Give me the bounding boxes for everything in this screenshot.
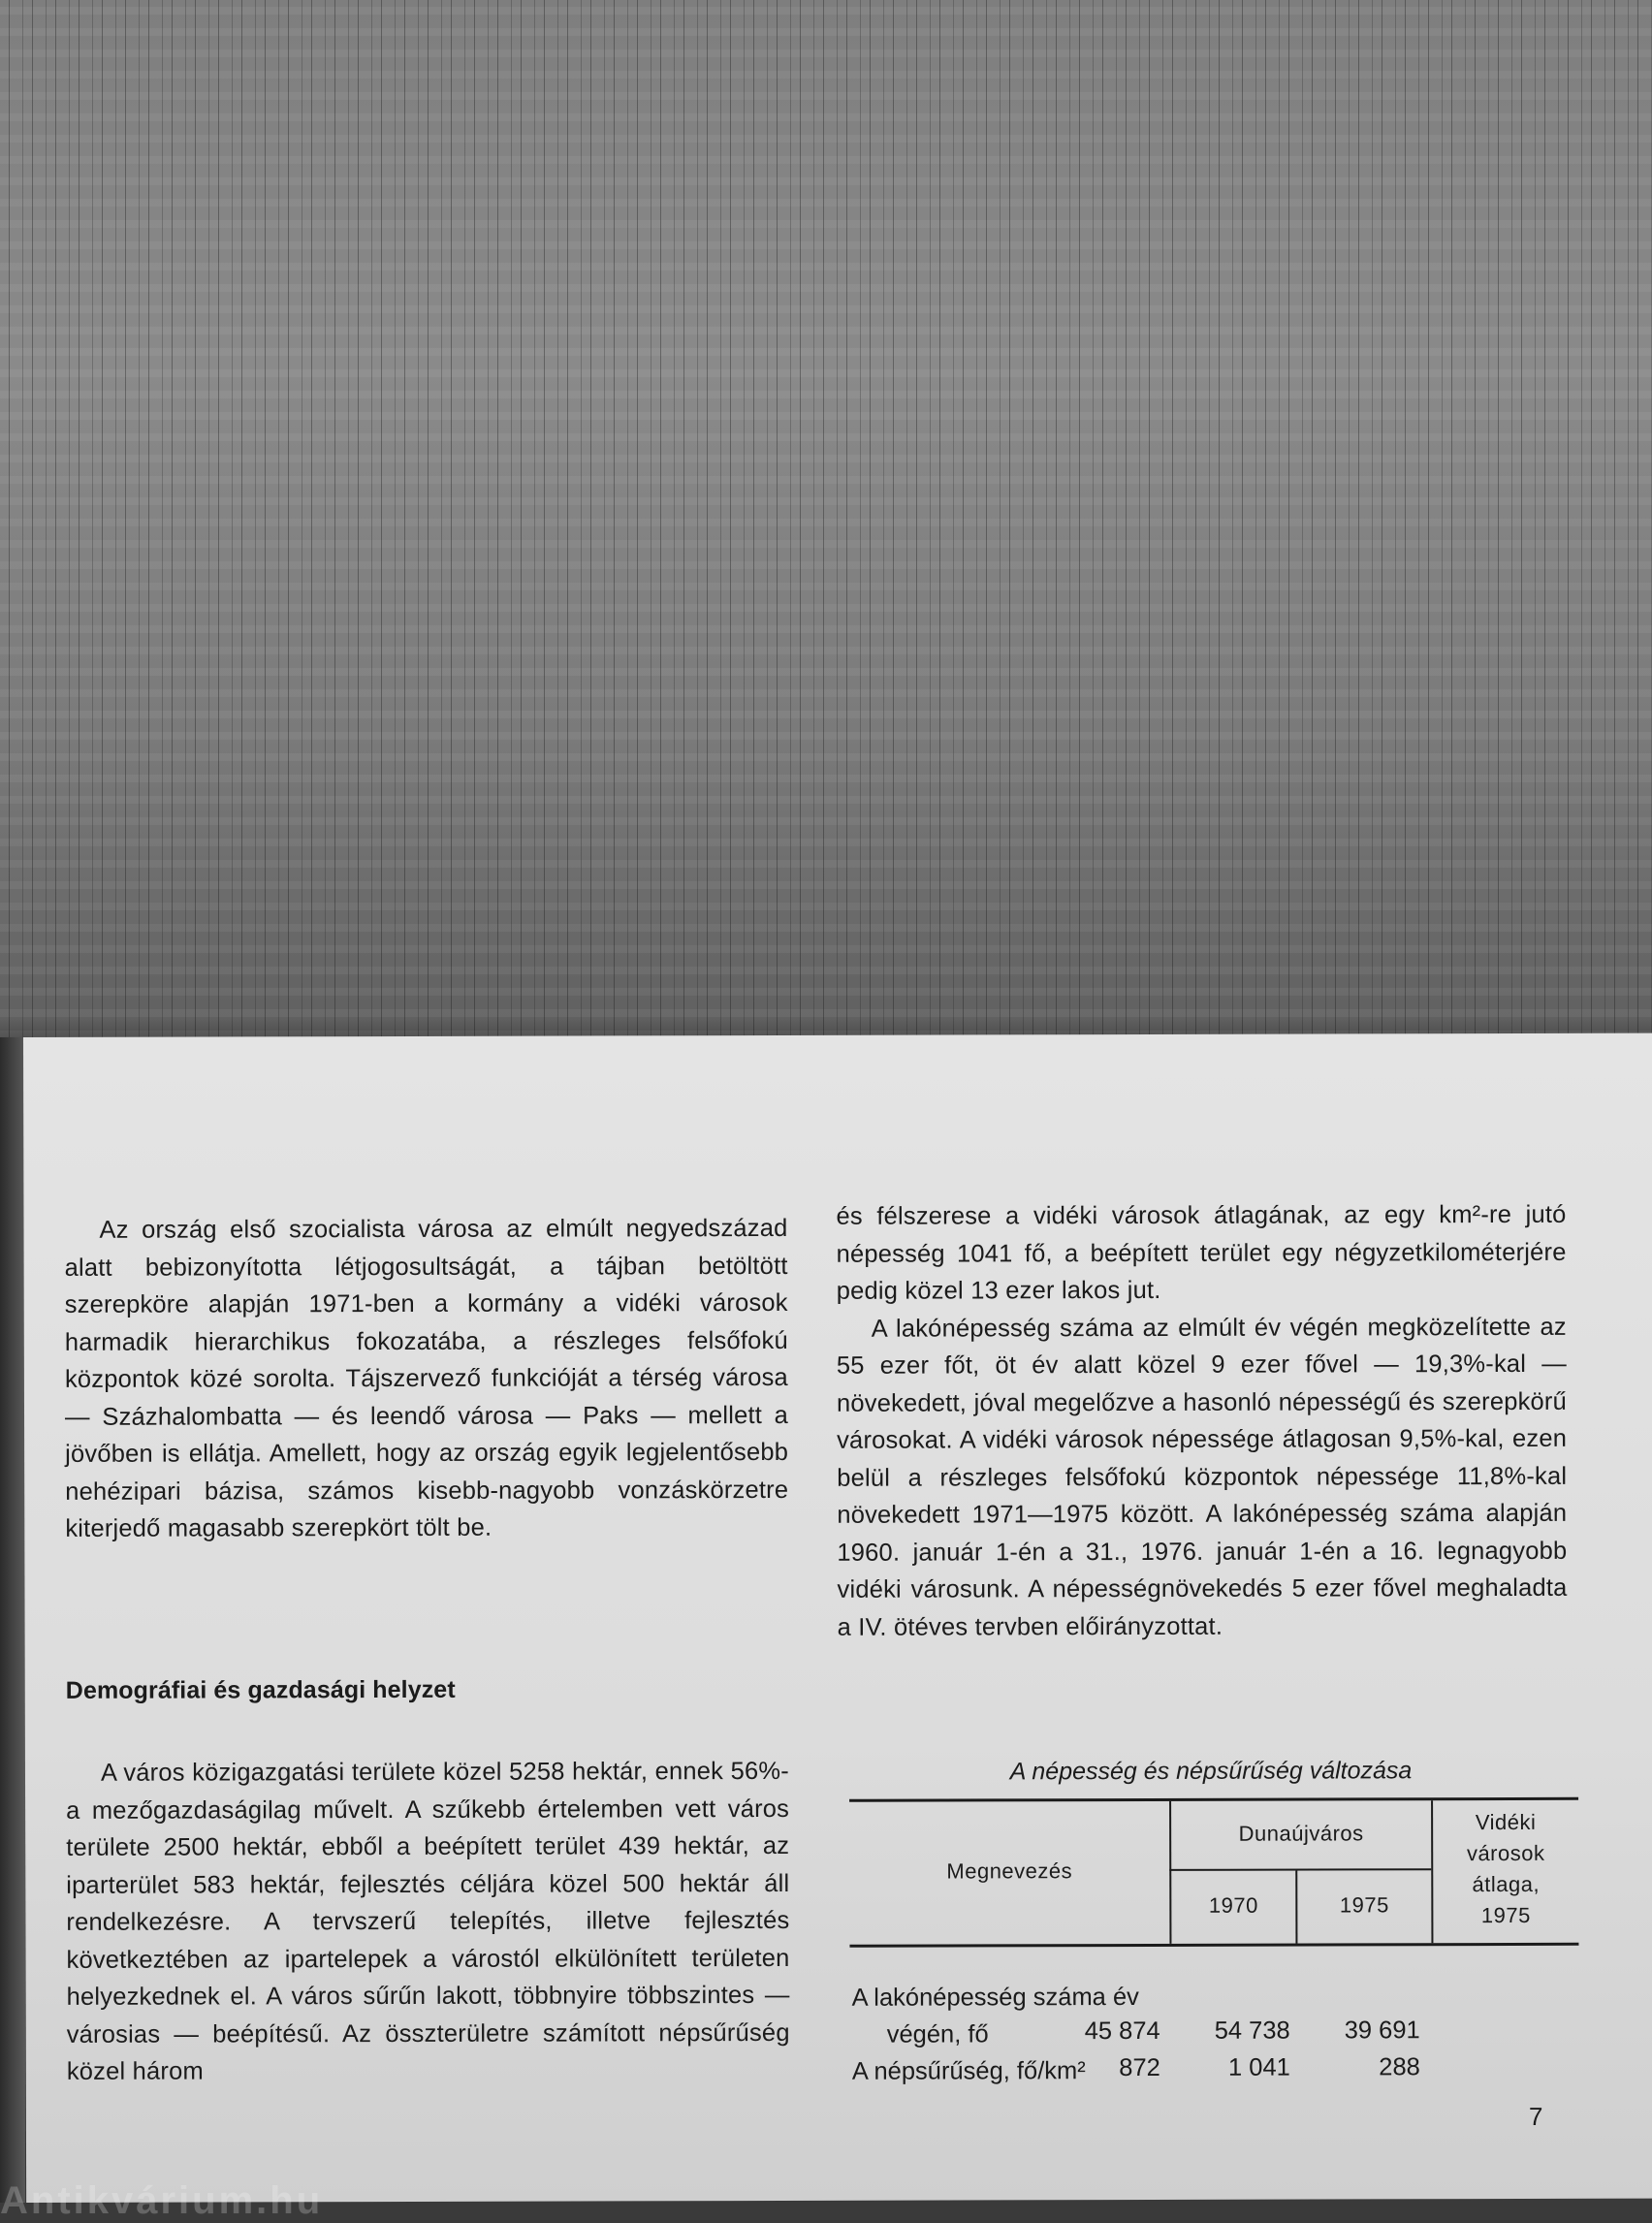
header-avg-line: Vidéki	[1475, 1809, 1537, 1835]
header-average	[1433, 1807, 1578, 1931]
table-top-rule	[849, 1797, 1578, 1802]
row-label: A lakónépesség száma év	[851, 1983, 1139, 2012]
book-page	[23, 1033, 1652, 2203]
row-label: A népsűrűség, fő/km²	[851, 2057, 1086, 2085]
header-name: Megnevezés	[946, 1858, 1073, 1884]
left-column-lower	[66, 1753, 790, 2090]
right-paragraph-2: A lakónépesség száma az elmúlt év végén megközelítette az 55 ezer főt, öt év alatt közel 9 ezer fővel — 19,3%-kal — növekedett, jóval megelőzve a hasonló népességű és szerepkörű városokat. A vidéki városok népessége átlagosan 9,5%-kal, ezen belül a részleges felsőfokú központok népessége 11,8%-kal növekedett 1971—1975 között. A lakónépesség száma alapján 1960. január 1-én a 31., 1976. január 1-én a 16. legnagyobb vidéki városunk. A népességnövekedés 5 ezer fővel meghaladta a IV. ötéves tervben előirányzottat.	[836, 1313, 1568, 1641]
right-column	[836, 1196, 1567, 1646]
table-title: A népesség és népsűrűség változása	[1009, 1757, 1413, 1786]
right-paragraph-1: és félszerese a vidéki városok átlagának, az egy km²-re jutó népesség 1041 fő, a beépített terület egy négyzetkilométerjére pedig közel 13 ezer lakos jut.	[836, 1200, 1567, 1305]
header-avg-line: városok	[1466, 1840, 1545, 1866]
table-cell: 39 691	[1344, 2017, 1420, 2045]
watermark-text: Antikvárium.hu	[0, 2179, 324, 2222]
table-subheader-rule	[1169, 1868, 1431, 1871]
page-edge	[0, 1037, 25, 2203]
table-cell: 45 874	[1084, 2017, 1160, 2046]
table-header-rule	[849, 1943, 1578, 1948]
left-paragraph-2: A város közigazgatási területe közel 5258 hektár, ennek 56%-a mezőgazdaságilag művelt. A szűkebb értelemben vett város területe 2500 hektár, ebből a beépített terület 439 hektár, az iparterület 583 hektár, fejlesztés céljára közel 500 hektár áll rendelkezésre. A tervszerű telepítés, illetve fejlesztés következtében az ipartelepek a várostól elkülönített területen helyezkednek el. A város sűrűn lakott, többnyire többszintes — városias — beépítésű. Az összterületre számított népsűrűség közel három	[66, 1757, 790, 2085]
population-table	[849, 1797, 1578, 2085]
left-column	[64, 1210, 788, 1547]
row-label: végén, fő	[886, 2020, 989, 2048]
table-cell: 54 738	[1214, 2017, 1290, 2045]
page-number: 7	[1528, 2101, 1543, 2131]
header-avg-line: átlaga,	[1472, 1871, 1541, 1897]
table-cell: 1 041	[1227, 2053, 1290, 2081]
cover-background	[0, 0, 1652, 1052]
header-1975: 1975	[1339, 1892, 1389, 1918]
header-group: Dunaújváros	[1238, 1821, 1364, 1846]
section-heading: Demográfiai és gazdasági helyzet	[65, 1675, 456, 1704]
header-1970: 1970	[1208, 1892, 1258, 1918]
table-cell: 872	[1119, 2053, 1160, 2082]
table-cell: 288	[1379, 2053, 1420, 2081]
left-paragraph-1: Az ország első szocialista városa az elmúlt negyedszázad alatt bebizonyította létjogosultságát, a tájban betöltött szerepköre alapján 1971-ben a kormány a vidéki városok harmadik hierarchikus fokozatába, a részleges felsőfokú központok közé sorolta. Tájszervező funkcióját a térség városa — Százhalombatta — és leendő városa — Paks — mellett a jövőben is ellátja. Amellett, hogy az ország egyik legjelentősebb nehézipari bázisa, számos kisebb-nagyobb vonzáskörzetre kiterjedő magasabb szerepkört tölt be.	[64, 1214, 789, 1542]
header-avg-line: 1975	[1480, 1902, 1531, 1928]
